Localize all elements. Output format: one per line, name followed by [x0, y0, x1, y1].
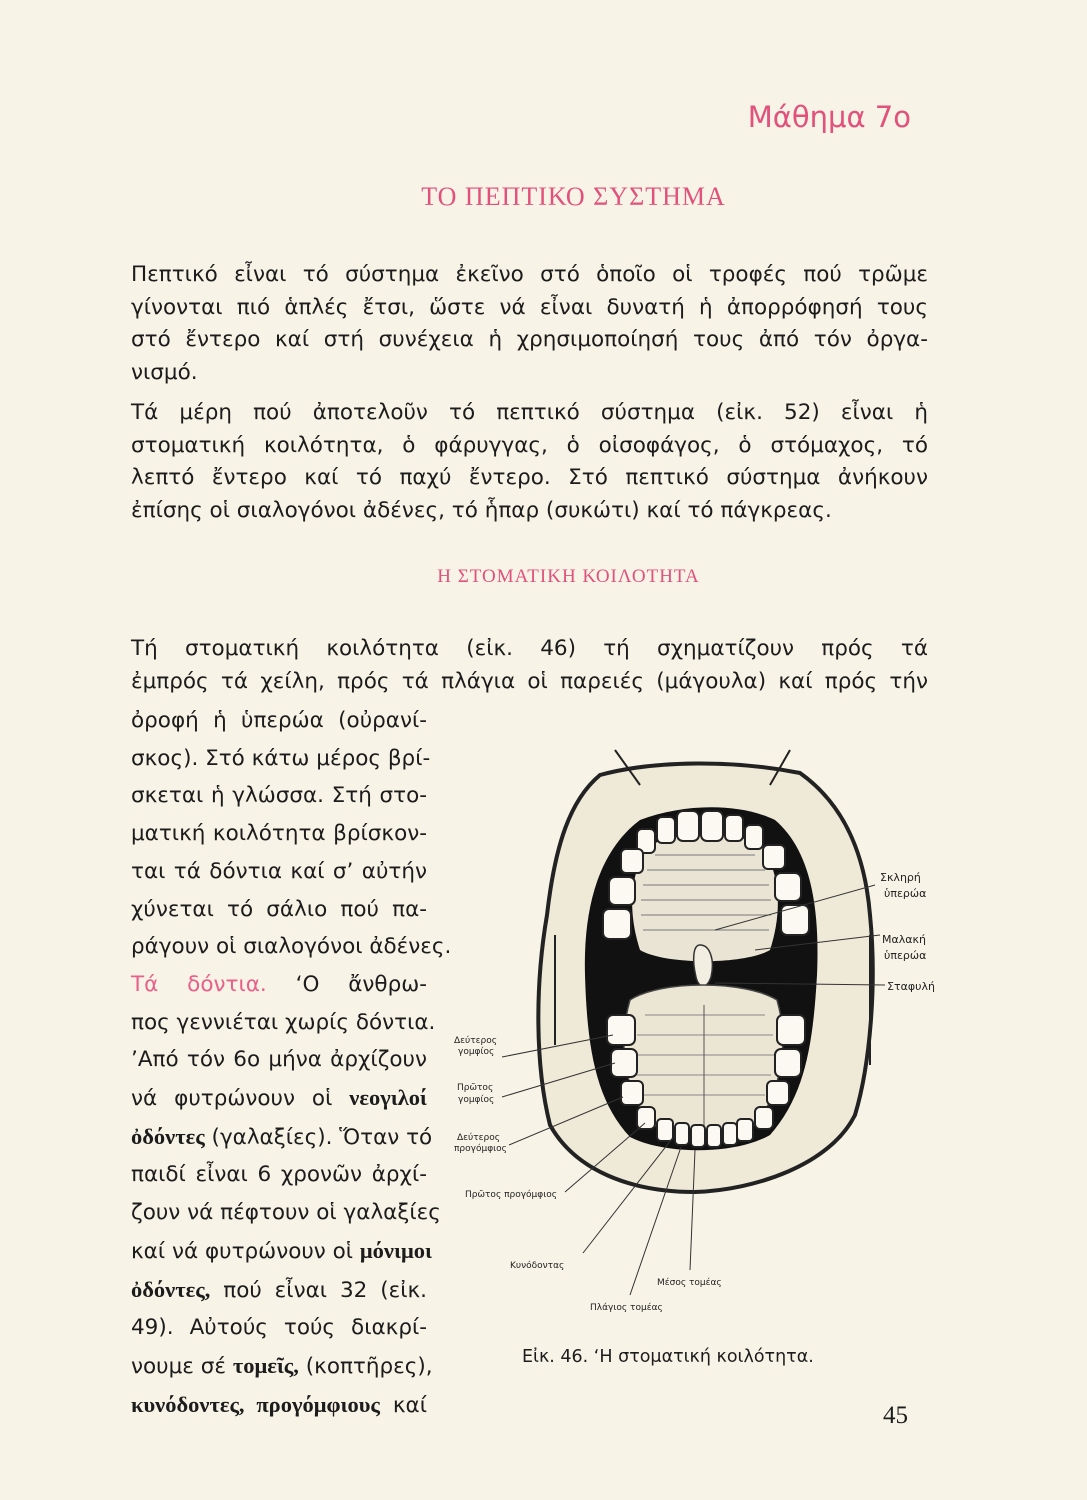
- text-line: νά φυτρώνουν οἱ νεογιλοί: [131, 1085, 427, 1112]
- label-second-premolar: Δεύτερος: [457, 1133, 501, 1143]
- text-line: ζουν νά πέφτουν οἱ γαλαξίες: [131, 1200, 441, 1226]
- text-line: ἐμπρός τά χείλη, πρός τά πλάγια οἱ παρειές (μάγουλα) καί πρός τήν: [131, 668, 928, 694]
- text-line: παιδί εἶναι 6 χρονῶν ἀρχί-: [131, 1162, 427, 1188]
- chapter-title: ΤΟ ΠΕΠΤΙΚΟ ΣΥΣΤΗΜΑ: [421, 182, 726, 211]
- label-first-premolar: Πρῶτος προγόμφιος: [465, 1190, 558, 1200]
- text-line: 49). Αὐτούς τούς διακρί-: [131, 1315, 427, 1341]
- palate: [632, 834, 778, 962]
- text-line: σκεται ἡ γλώσσα. Στή στο-: [131, 783, 427, 809]
- text-line: χύνεται τό σάλιο πού πα-: [131, 896, 427, 922]
- text-line: σκος). Στό κάτω μέρος βρί-: [131, 745, 431, 771]
- text-line: νισμό.: [131, 359, 198, 385]
- text-line: ράγουν οἱ σιαλογόνοι ἀδένες.: [131, 934, 452, 960]
- text-line: κυνόδοντες, προγόμφιους καί: [131, 1391, 427, 1418]
- text-line: γίνονται πιό ἁπλές ἔτσι, ὥστε νά εἶναι δυνατή ἡ ἀπορρόφησή τους: [131, 294, 928, 320]
- parts-paragraph: [131, 397, 928, 527]
- label-canine: Κυνόδοντας: [510, 1261, 565, 1271]
- label-hard-palate: Σκληρή: [880, 871, 921, 884]
- bold-term: κυνόδοντες, προγόμφιους: [131, 1391, 380, 1417]
- text-line: πος γεννιέται χωρίς δόντια.: [131, 1009, 436, 1035]
- mouth-paragraph: [131, 633, 928, 698]
- text-line: καί νά φυτρώνουν οἱ μόνιμοι: [131, 1237, 432, 1264]
- label-first-molar: Πρῶτος: [457, 1083, 494, 1093]
- label-second-molar: Δεύτερος: [454, 1036, 498, 1046]
- bold-term: τομεῖς,: [232, 1352, 299, 1378]
- text-line: νουμε σέ τομεῖς, (κοπτῆρες),: [131, 1352, 433, 1379]
- text-line: ὀροφή ἡ ὑπερώα (οὐρανί-: [131, 708, 427, 733]
- text-line: Τά μέρη πού ἀποτελοῦν τό πεπτικό σύστημα (εἰκ. 52) εἶναι ἡ: [131, 400, 928, 425]
- mouth-illustration: [425, 745, 965, 1325]
- text-line: ἐπίσης οἱ σιαλογόνοι ἀδένες, τό ἧπαρ (συκώτι) καί τό πάγκρεας.: [131, 497, 832, 523]
- section-title: Η ΣΤΟΜΑΤΙΚΗ ΚΟΙΛΟΤΗΤΑ: [437, 566, 700, 587]
- page-number: 45: [883, 1402, 908, 1429]
- label-second-molar: γομφίος: [458, 1047, 495, 1057]
- label-central-incisor: Μέσος τομέας: [657, 1278, 722, 1288]
- label-soft-palate: Μαλακή: [882, 933, 926, 946]
- figure-caption: Εἰκ. 46. ‘Η στοματική κοιλότητα.: [522, 1347, 814, 1367]
- uvula: [694, 945, 713, 986]
- bold-term: ὀδόντες,: [131, 1276, 211, 1302]
- text-line: λεπτό ἔντερο καί τό παχύ ἔντερο. Στό πεπτικό σύστημα ἀνήκουν: [131, 465, 928, 490]
- text-line: στοματική κοιλότητα, ὁ φάρυγγας, ὁ οἰσοφάγος, ὁ στόμαχος, τό: [131, 432, 928, 458]
- text-line: στό ἔντερο καί στή συνέχεια ἡ χρησιμοποίησή τους ἀπό τόν ὀργα-: [131, 327, 928, 352]
- label-second-premolar: προγόμφιος: [454, 1144, 507, 1154]
- label-lateral-incisor: Πλάγιος τομέας: [590, 1303, 663, 1313]
- text-line: ’Από τόν 6ο μήνα ἀρχίζουν: [131, 1047, 427, 1073]
- bold-term: μόνιμοι: [359, 1237, 432, 1263]
- text-line: ματική κοιλότητα βρίσκον-: [131, 821, 427, 847]
- label-soft-palate: ὑπερώα: [884, 949, 927, 962]
- text-line: ται τά δόντια καί σ’ αὐτήν: [131, 858, 427, 884]
- text-line: Τή στοματική κοιλότητα (εἰκ. 46) τή σχηματίζουν πρός τά: [131, 636, 928, 661]
- bold-term: ὀδόντες: [131, 1123, 205, 1149]
- label-first-molar: γομφίος: [458, 1095, 495, 1105]
- text-column: [131, 702, 452, 1424]
- lesson-number: Μάθημα 7ο: [747, 100, 911, 134]
- intro-paragraph: [131, 259, 928, 389]
- teeth-heading: Τά δόντια.: [131, 971, 267, 997]
- text-line: Πεπτικό εἶναι τό σύστημα ἐκεῖνο στό ὁποῖο οἱ τροφές πού τρῶμε: [131, 262, 928, 287]
- bold-term: νεογιλοί: [349, 1085, 427, 1111]
- text-line: ὀδόντες, πού εἶναι 32 (εἰκ.: [131, 1276, 427, 1303]
- text-line: ὀδόντες (γαλαξίες). Ὅταν τό: [131, 1123, 433, 1150]
- label-uvula: Σταφυλή: [887, 980, 935, 993]
- label-hard-palate: ὑπερώα: [884, 887, 927, 900]
- text-line: Τά δόντια. ‘Ο ἄνθρω-: [131, 971, 427, 997]
